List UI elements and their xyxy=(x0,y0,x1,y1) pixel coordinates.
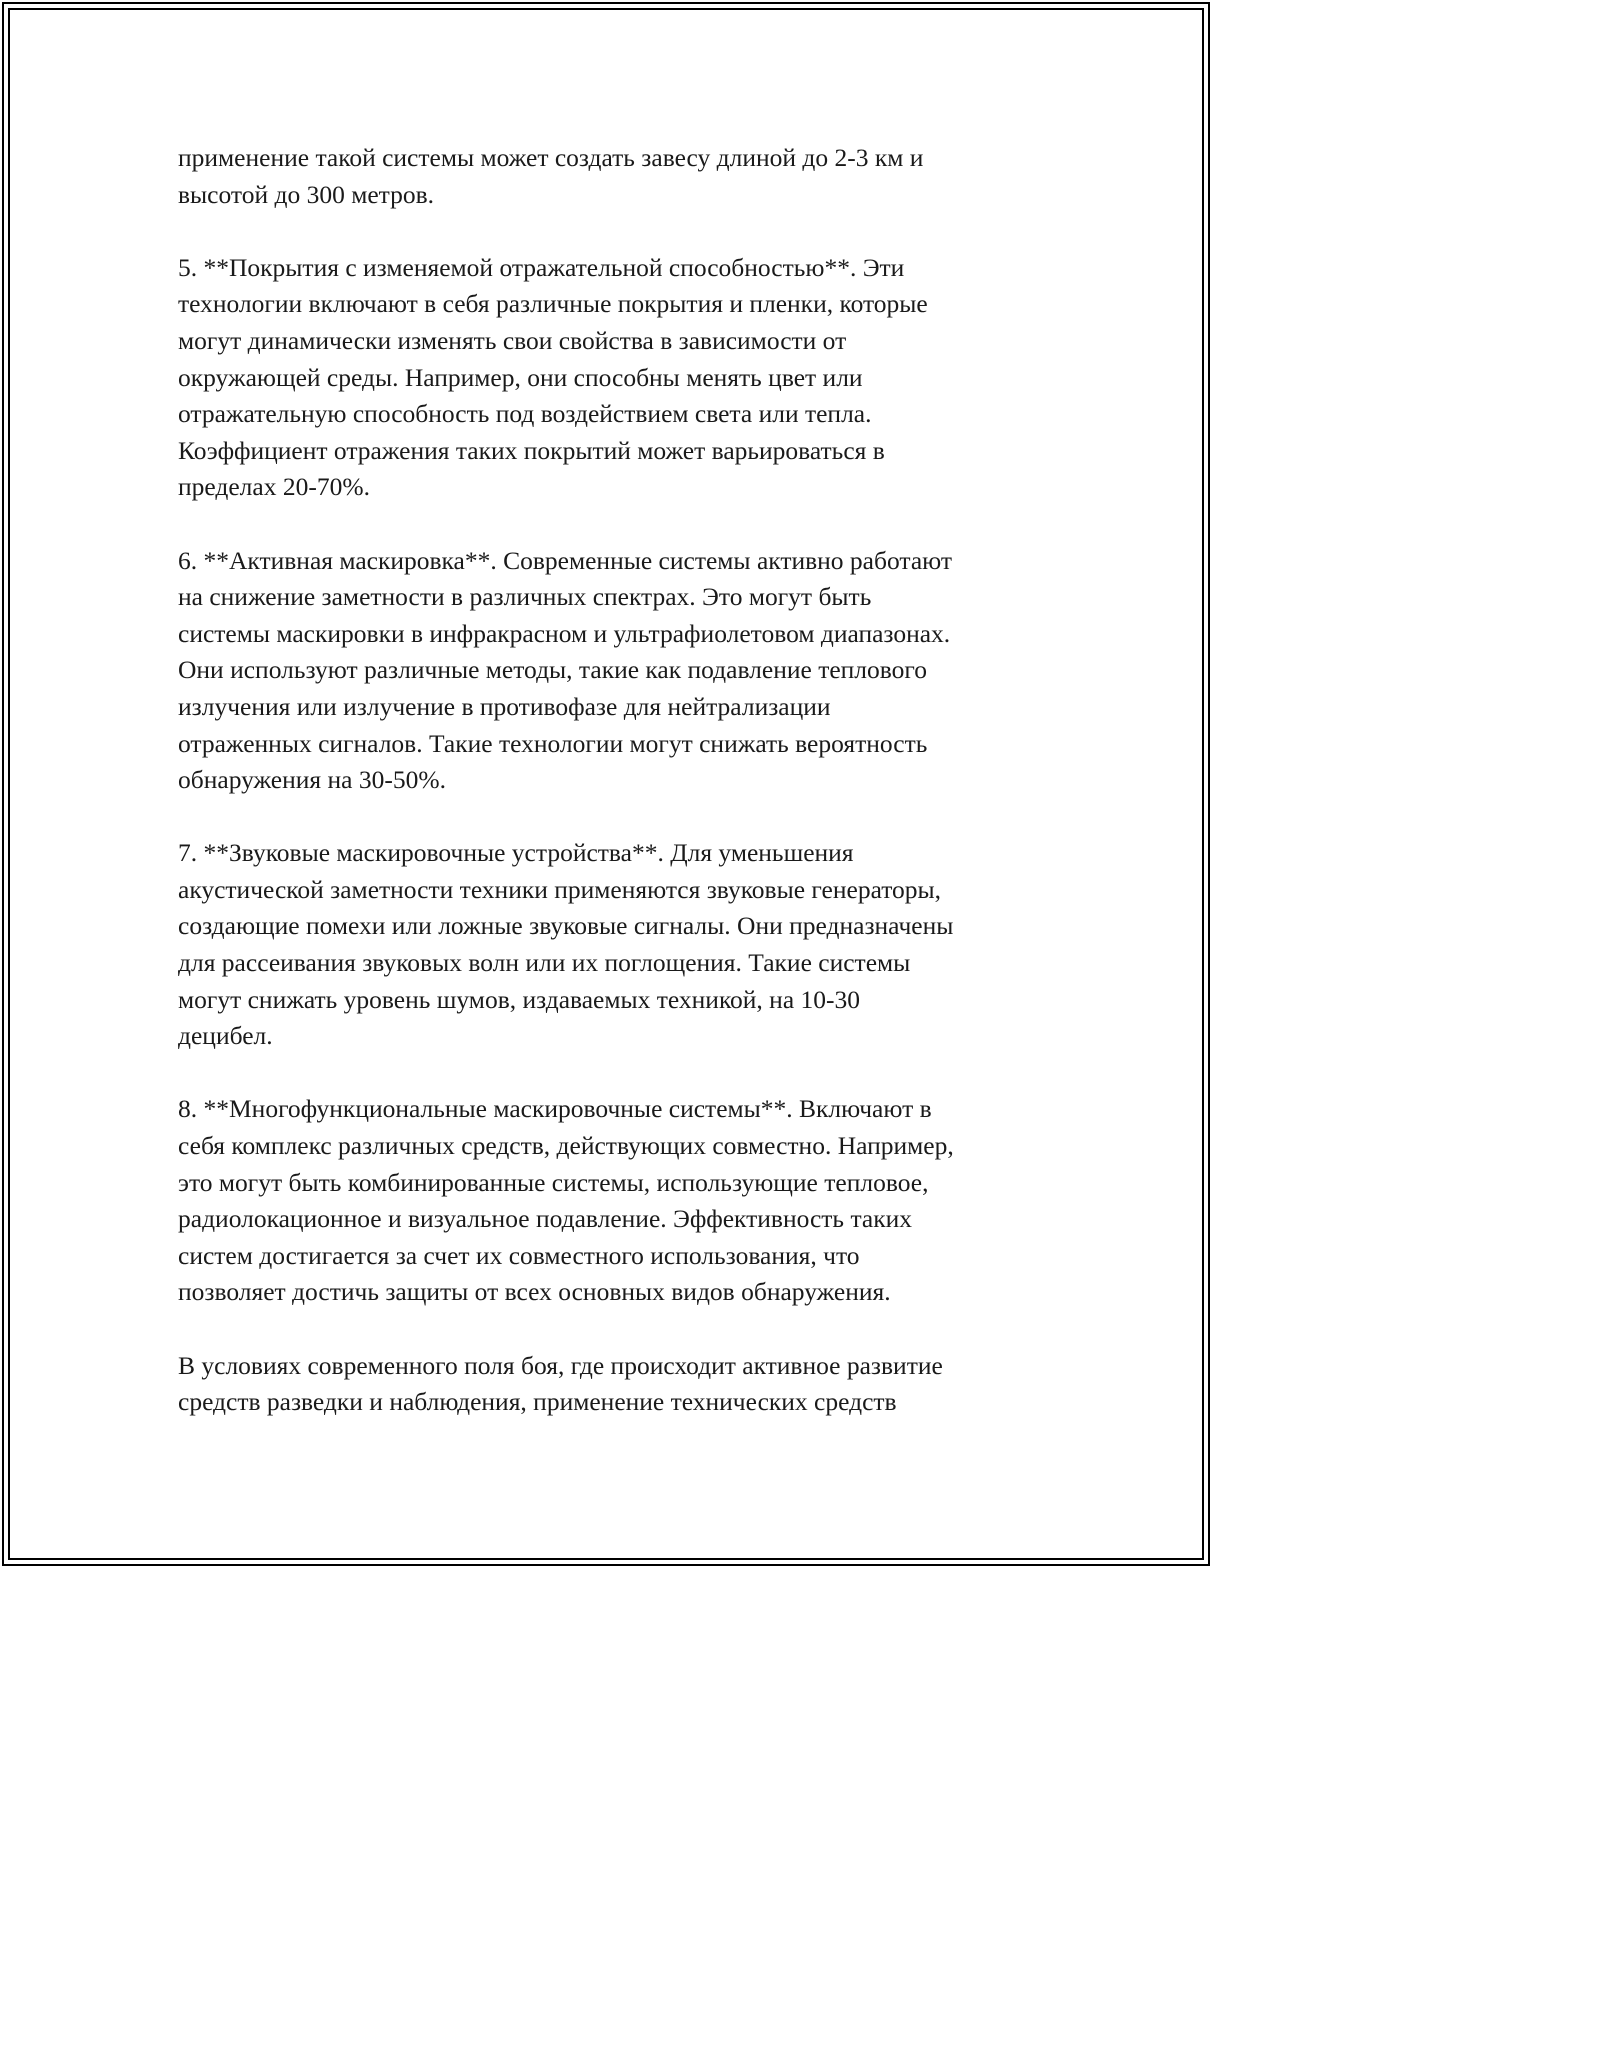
text-line: Коэффициент отражения таких покрытий может варьироваться в xyxy=(178,435,885,465)
text-line: пределах 20-70%. xyxy=(178,472,370,502)
text-line: себя комплекс различных средств, действующих совместно. Например, xyxy=(178,1131,954,1161)
text-line: средств разведки и наблюдения, применение технических средств xyxy=(178,1387,897,1417)
text-line: 8. **Многофункциональные маскировочные системы**. Включают в xyxy=(178,1094,932,1124)
text-line: это могут быть комбинированные системы, использующие тепловое, xyxy=(178,1167,929,1197)
text-line: отражательную способность под воздействием света или тепла. xyxy=(178,399,872,429)
text-line: В условиях современного поля боя, где происходит активное развитие xyxy=(178,1350,943,1380)
text-line: 7. **Звуковые маскировочные устройства**. Для уменьшения xyxy=(178,838,854,868)
document-body xyxy=(178,140,1048,1421)
text-line: излучения или излучение в противофазе для нейтрализации xyxy=(178,691,831,721)
text-line: 6. **Активная маскировка**. Современные системы активно работают xyxy=(178,545,953,575)
text-line: системы маскировки в инфракрасном и ультрафиолетовом диапазонах. xyxy=(178,618,951,648)
text-line: создающие помехи или ложные звуковые сигналы. Они предназначены xyxy=(178,911,954,941)
text-line: на снижение заметности в различных спектрах. Это могут быть xyxy=(178,582,872,612)
text-line: отраженных сигналов. Такие технологии могут снижать вероятность xyxy=(178,728,928,758)
paragraph-smoke-screen-continuation xyxy=(178,140,1048,213)
text-line: применение такой системы может создать завесу длиной до 2-3 км и xyxy=(178,143,924,172)
text-line: 5. **Покрытия с изменяемой отражательной способностью**. Эти xyxy=(178,252,905,282)
text-line: могут динамически изменять свои свойства в зависимости от xyxy=(178,325,847,355)
text-line: для рассеивания звуковых волн или их поглощения. Такие системы xyxy=(178,948,911,978)
text-line: высотой до 300 метров. xyxy=(178,179,435,209)
paragraph-conclusion xyxy=(178,1348,1048,1421)
text-line: технологии включают в себя различные покрытия и пленки, которые xyxy=(178,289,928,319)
text-line: децибел. xyxy=(178,1021,273,1051)
text-line: Они используют различные методы, такие как подавление теплового xyxy=(178,655,927,685)
paragraph-item-8 xyxy=(178,1091,1048,1311)
text-line: акустической заметности техники применяются звуковые генераторы, xyxy=(178,874,942,904)
paragraph-item-5 xyxy=(178,250,1048,506)
text-line: систем достигается за счет их совместного использования, что xyxy=(178,1240,860,1270)
text-line: радиолокационное и визуальное подавление. Эффективность таких xyxy=(178,1204,912,1234)
text-line: могут снижать уровень шумов, издаваемых техникой, на 10-30 xyxy=(178,984,861,1014)
text-line: позволяет достичь защиты от всех основных видов обнаружения. xyxy=(178,1277,891,1307)
paragraph-item-6 xyxy=(178,543,1048,799)
paragraph-item-7 xyxy=(178,835,1048,1055)
text-line: окружающей среды. Например, они способны менять цвет или xyxy=(178,362,863,392)
text-line: обнаружения на 30-50%. xyxy=(178,765,446,795)
